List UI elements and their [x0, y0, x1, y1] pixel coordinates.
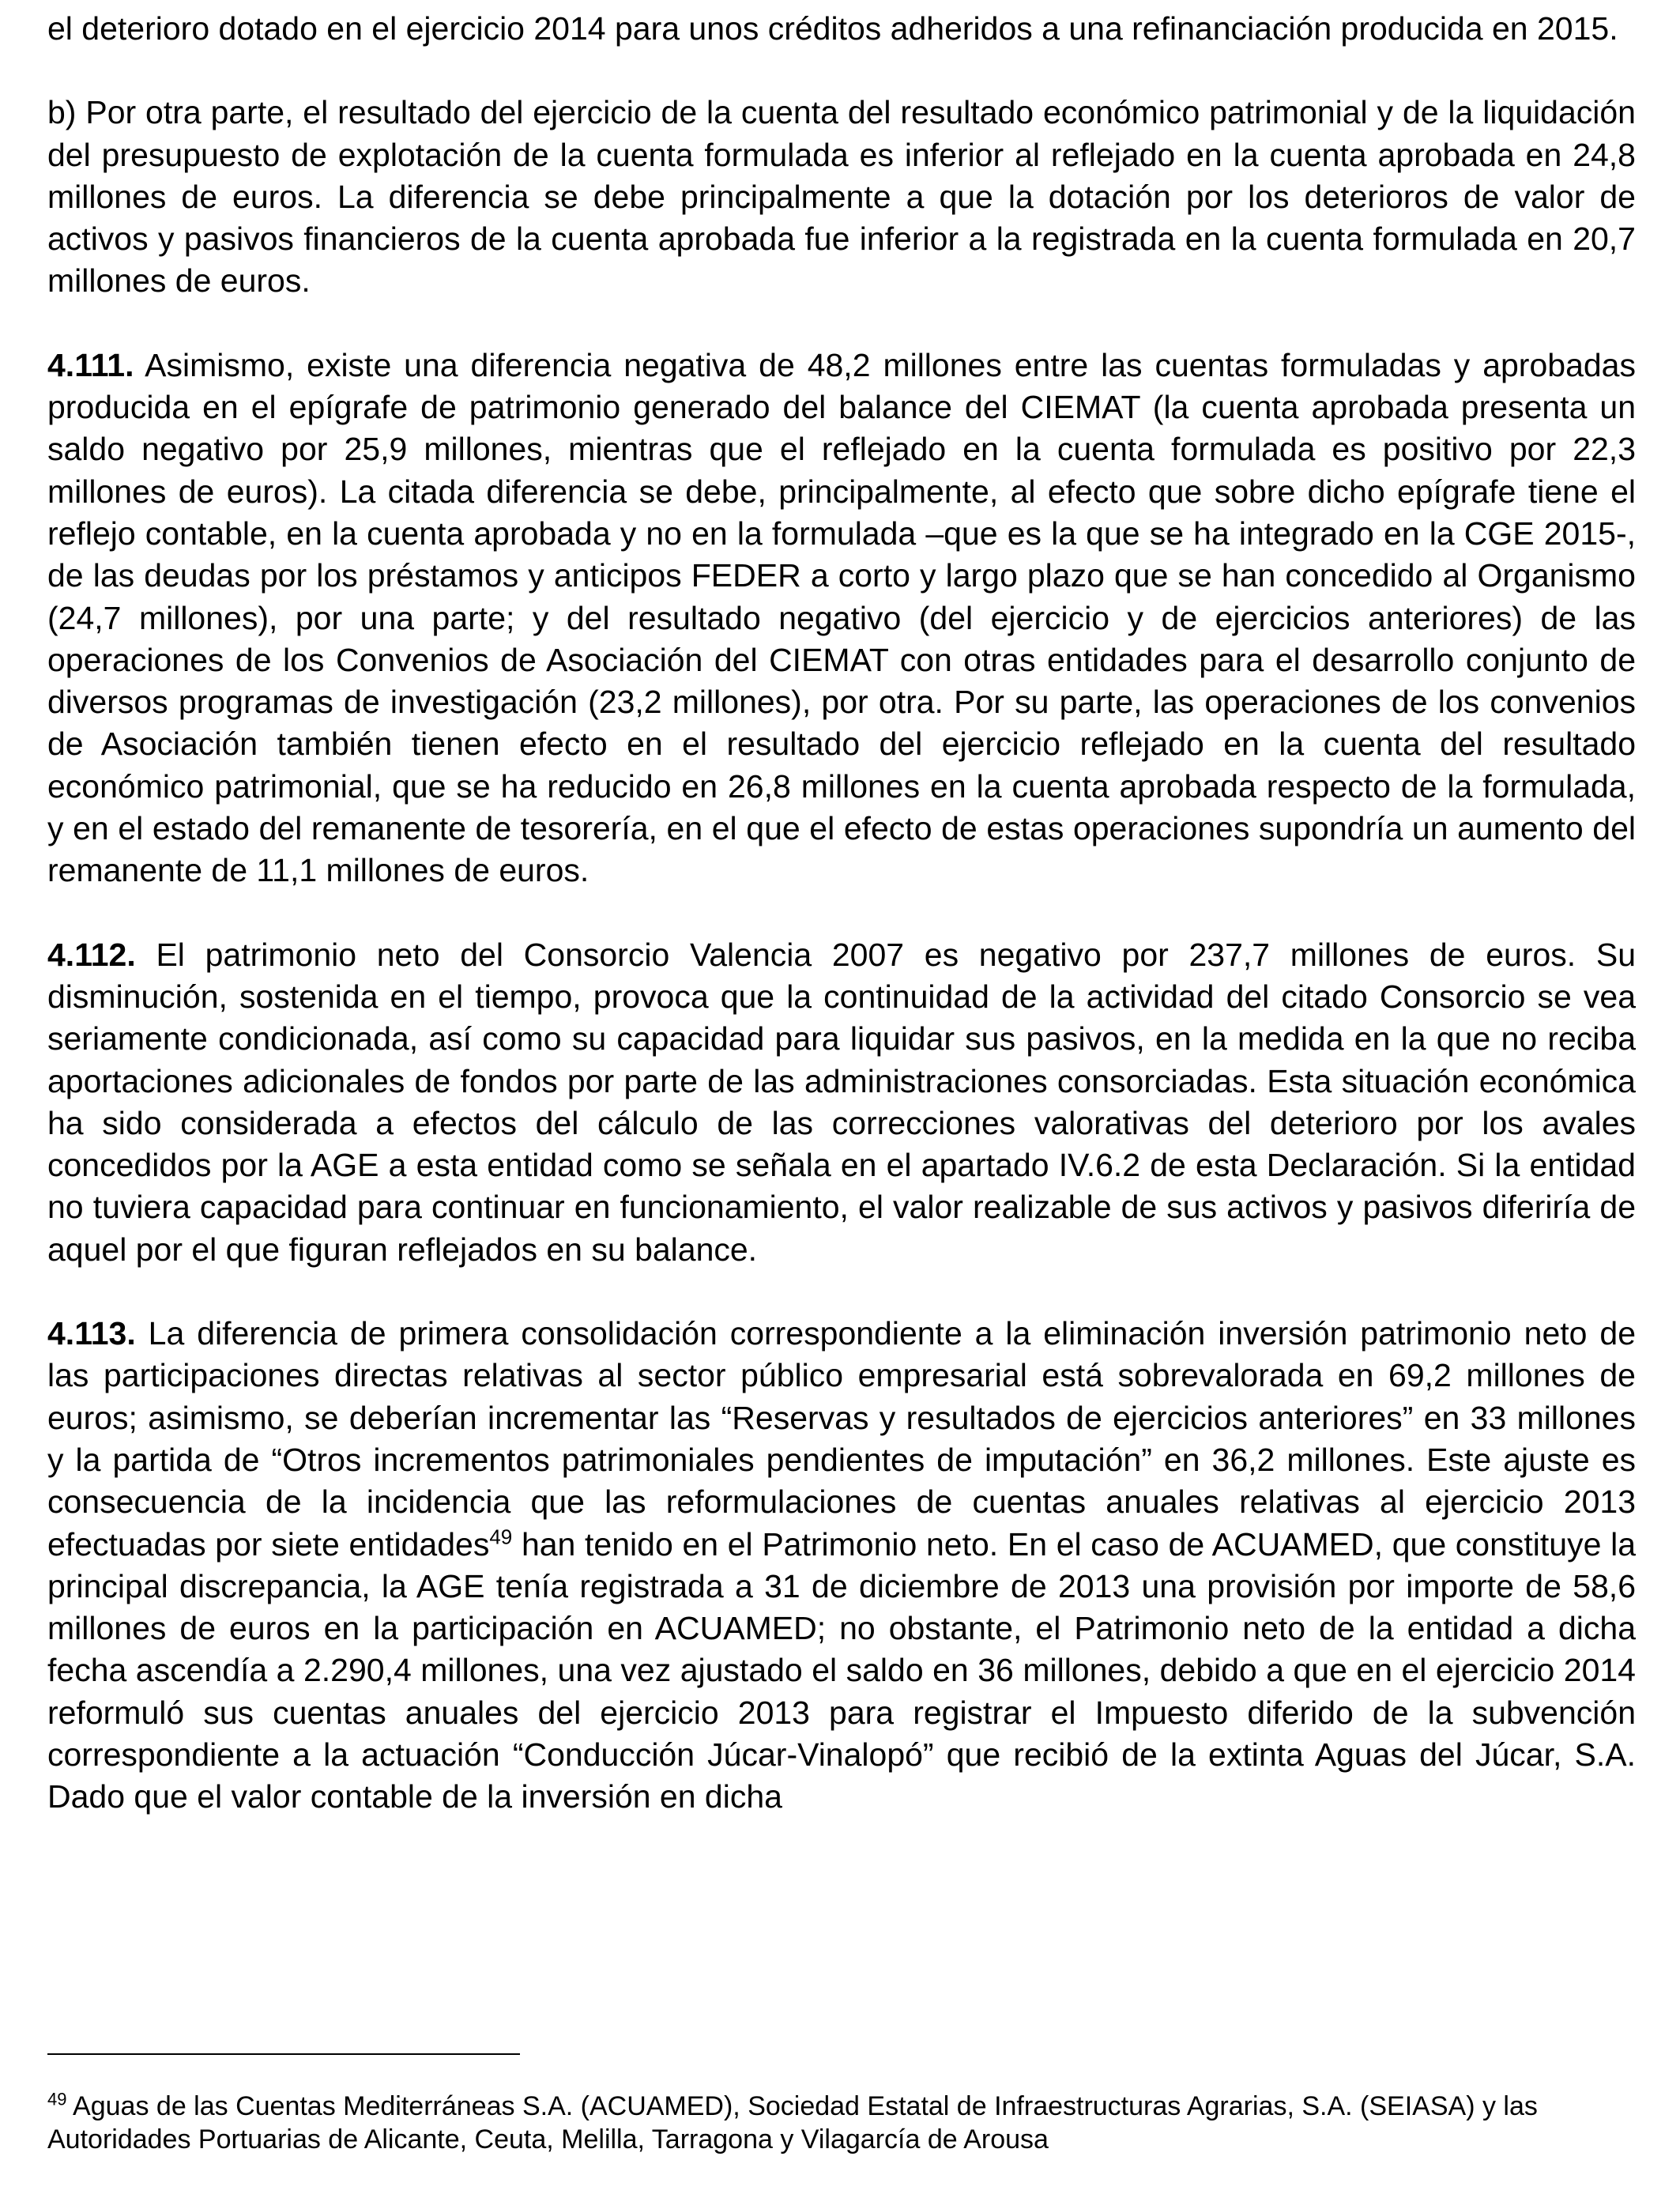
- paragraph-4-113: [47, 1313, 1636, 1819]
- footnote-reference[interactable]: 49: [489, 1524, 513, 1548]
- paragraph-text: b) Por otra parte, el resultado del ejercicio de la cuenta del resultado económico patrimonial y de la liquidación del presupuesto de explotación de la cuenta formulada es inferior al reflejado en la cuenta aprobada en 24,8 millones de euros. La diferencia se debe principalmente a que la dotación por los deterioros de valor de activos y pasivos financieros de la cuenta aprobada fue inferior a la registrada en la cuenta formulada en 20,7 millones de euros.: [47, 94, 1636, 300]
- footnote: [47, 2090, 1636, 2156]
- paragraph-text-continued: han tenido en el Patrimonio neto. En el caso de ACUAMED, que constituye la principal discrepancia, la AGE tenía registrada a 31 de diciembre de 2013 una provisión por importe de 58,6 millones de euros en la participación en ACUAMED; no obstante, el Patrimonio neto de la entidad a dicha fecha ascendía a 2.290,4 millones, una vez ajustado el saldo en 36 millones, debido a que en el ejercicio 2014 reformuló sus cuentas anuales del ejercicio 2013 para registrar el Impuesto diferido de la subvención correspondiente a la actuación “Conducción Júcar-Vinalopó” que recibió de la extinta Aguas del Júcar, S.A. Dado que el valor contable de la inversión en dicha: [47, 1525, 1636, 1815]
- paragraph-intro: [47, 8, 1636, 50]
- paragraph-4-111: [47, 345, 1636, 892]
- paragraph-b: [47, 92, 1636, 302]
- paragraph-number: 4.111.: [47, 346, 134, 383]
- paragraph-number: 4.112.: [47, 936, 136, 973]
- paragraph-4-112: [47, 934, 1636, 1271]
- paragraph-text: El patrimonio neto del Consorcio Valencia 2007 es negativo por 237,7 millones de euros. Su disminución, sostenida en el tiempo, provoca que la continuidad de la actividad del citado Consorcio se vea seriamente condicionada, así como su capacidad para liquidar sus pasivos, en la medida en la que no reciba aportaciones adicionales de fondos por parte de las administraciones consorciadas. Esta situación económica ha sido considerada a efectos del cálculo de las correcciones valorativas del deterioro por los avales concedidos por la AGE a esta entidad como se señala en el apartado IV.6.2 de esta Declaración. Si la entidad no tuviera capacidad para continuar en funcionamiento, el valor realizable de sus activos y pasivos diferiría de aquel por el que figuran reflejados en su balance.: [47, 936, 1636, 1268]
- paragraph-text: La diferencia de primera consolidación correspondiente a la eliminación inversión patrimonio neto de las participaciones directas relativas al sector público empresarial está sobrevalorada en 69,2 millones de euros; asimismo, se deberían incrementar las “Reservas y resultados de ejercicios anteriores” en 33 millones y la partida de “Otros incrementos patrimoniales pendientes de imputación” en 36,2 millones. Este ajuste es consecuencia de la incidencia que las reformulaciones de cuentas anuales relativas al ejercicio 2013 efectuadas por siete entidades: [47, 1315, 1636, 1563]
- paragraph-text: Asimismo, existe una diferencia negativa de 48,2 millones entre las cuentas formuladas y aprobadas producida en el epígrafe de patrimonio generado del balance del CIEMAT (la cuenta aprobada presenta un saldo negativo por 25,9 millones, mientras que el reflejado en la cuenta formulada es positivo por 22,3 millones de euros). La citada diferencia se debe, principalmente, al efecto que sobre dicho epígrafe tiene el reflejo contable, en la cuenta aprobada y no en la formulada –que es la que se ha integrado en la CGE 2015-, de las deudas por los préstamos y anticipos FEDER a corto y largo plazo que se han concedido al Organismo (24,7 millones), por una parte; y del resultado negativo (del ejercicio y de ejercicios anteriores) de las operaciones de los Convenios de Asociación del CIEMAT con otras entidades para el desarrollo conjunto de diversos programas de investigación (23,2 millones), por otra. Por su parte, las operaciones de los convenios de Asociación también tienen efecto en el resultado del ejercicio reflejado en la cuenta del resultado económico patrimonial, que se ha reducido en 26,8 millones en la cuenta aprobada respecto de la formulada, y en el estado del remanente de tesorería, en el que el efecto de estas operaciones supondría un aumento del remanente de 11,1 millones de euros.: [47, 346, 1636, 889]
- paragraph-number: 4.113.: [47, 1315, 136, 1352]
- footnote-text: Aguas de las Cuentas Mediterráneas S.A. (ACUAMED), Sociedad Estatal de Infraestructuras Agrarias, S.A. (SEIASA) y las Autoridades Portuarias de Alicante, Ceuta, Melilla, Tarragona y Vilagarcía de Arousa: [47, 2091, 1538, 2154]
- footnote-separator: [47, 2053, 520, 2055]
- footnote-number: 49: [47, 2089, 67, 2109]
- document-body: [47, 8, 1636, 1860]
- paragraph-text: el deterioro dotado en el ejercicio 2014 para unos créditos adheridos a una refinanciación producida en 2015.: [47, 10, 1618, 47]
